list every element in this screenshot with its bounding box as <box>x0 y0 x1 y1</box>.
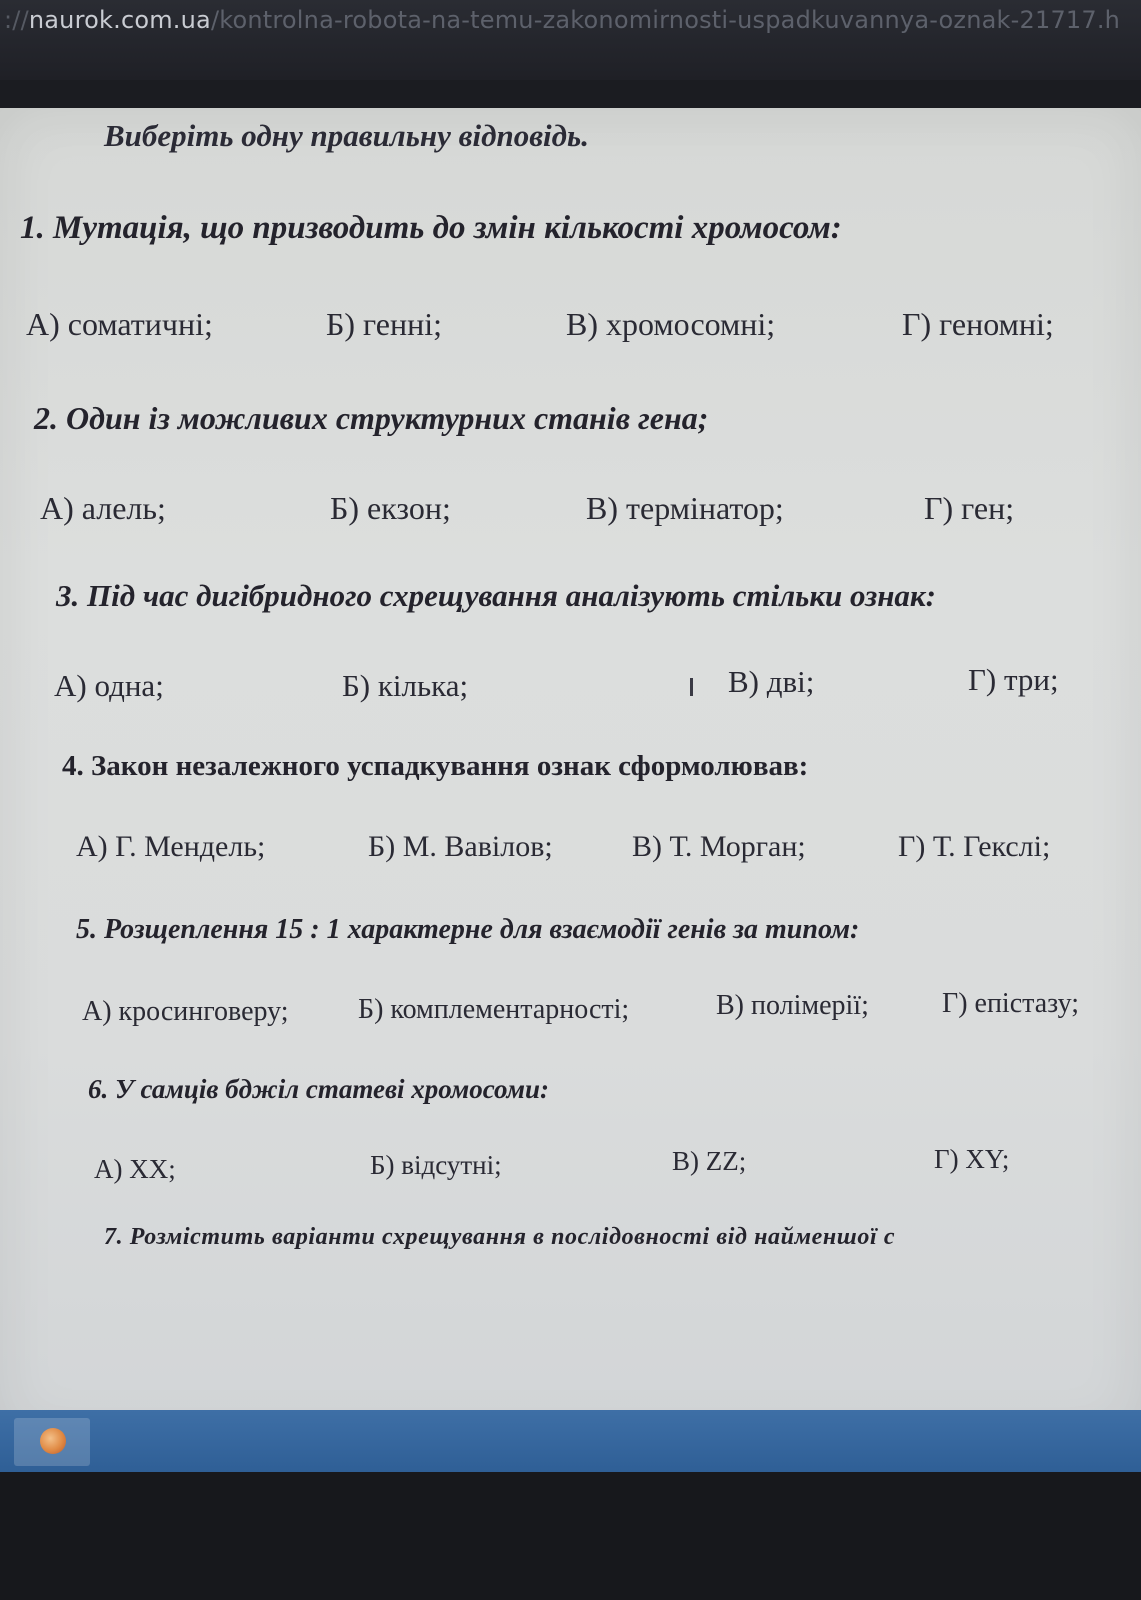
question-1: 1. Мутація, що призводить до змін кількості хромосом: <box>20 210 842 246</box>
browser-app-icon <box>40 1428 66 1454</box>
q2-option-c: В) термінатор; <box>586 490 784 526</box>
q6-option-d: Г) XY; <box>934 1144 1010 1174</box>
url-domain: naurok.com.ua <box>28 6 211 34</box>
q4-option-b: Б) М. Вавілов; <box>368 830 553 863</box>
monitor-bezel <box>0 1472 1141 1600</box>
q4-option-d: Г) Т. Гекслі; <box>898 830 1051 863</box>
url-path: /kontrolna-robota-na-temu-zakonomirnosti-uspadkuvannya-oznak-21717.h <box>210 6 1121 34</box>
stray-mark <box>690 678 693 696</box>
question-6: 6. У самців бджіл статеві хромосоми: <box>88 1074 550 1104</box>
q6-option-c: В) ZZ; <box>672 1146 747 1176</box>
question-5: 5. Розщеплення 15 : 1 характерне для взаємодії генів за типом: <box>76 914 860 945</box>
url-text[interactable] <box>4 6 1120 34</box>
q4-option-a: А) Г. Мендель; <box>76 830 266 863</box>
q1-option-b: Б) генні; <box>326 306 442 342</box>
instruction-text: Виберіть одну правильну відповідь. <box>104 118 589 153</box>
q3-option-b: Б) кілька; <box>342 668 469 703</box>
q5-option-c: В) полімерії; <box>716 990 869 1021</box>
taskbar-app-button[interactable] <box>14 1418 90 1466</box>
q1-option-d: Г) геномні; <box>902 306 1054 342</box>
q3-option-d: Г) три; <box>968 662 1059 697</box>
q4-option-c: В) Т. Морган; <box>632 830 806 863</box>
q2-option-a: А) алель; <box>40 490 166 526</box>
question-2: 2. Один із можливих структурних станів гена; <box>34 400 709 436</box>
q6-option-b: Б) відсутні; <box>370 1150 502 1180</box>
q1-option-a: А) соматичні; <box>26 306 213 342</box>
q2-option-b: Б) екзон; <box>330 490 451 526</box>
q5-option-b: Б) комплементарності; <box>358 994 630 1025</box>
q2-option-d: Г) ген; <box>924 490 1015 526</box>
q5-option-a: А) кросинговеру; <box>82 996 289 1027</box>
question-3: 3. Під час дигібридного схрещування аналізують стільки ознак: <box>56 578 936 613</box>
q6-option-a: А) XX; <box>94 1154 176 1184</box>
q3-option-c: В) дві; <box>728 664 815 699</box>
question-4: 4. Закон незалежного успадкування ознак сформолював: <box>62 750 809 782</box>
q5-option-d: Г) епістазу; <box>942 988 1080 1019</box>
browser-address-bar[interactable] <box>0 0 1141 80</box>
url-prefix: :// <box>4 6 29 34</box>
taskbar <box>0 1410 1141 1472</box>
q3-option-a: А) одна; <box>54 668 164 703</box>
q1-option-c: В) хромосомні; <box>566 306 776 342</box>
question-7: 7. Розмістить варіанти схрещування в послідовності від найменшої с <box>104 1224 896 1250</box>
